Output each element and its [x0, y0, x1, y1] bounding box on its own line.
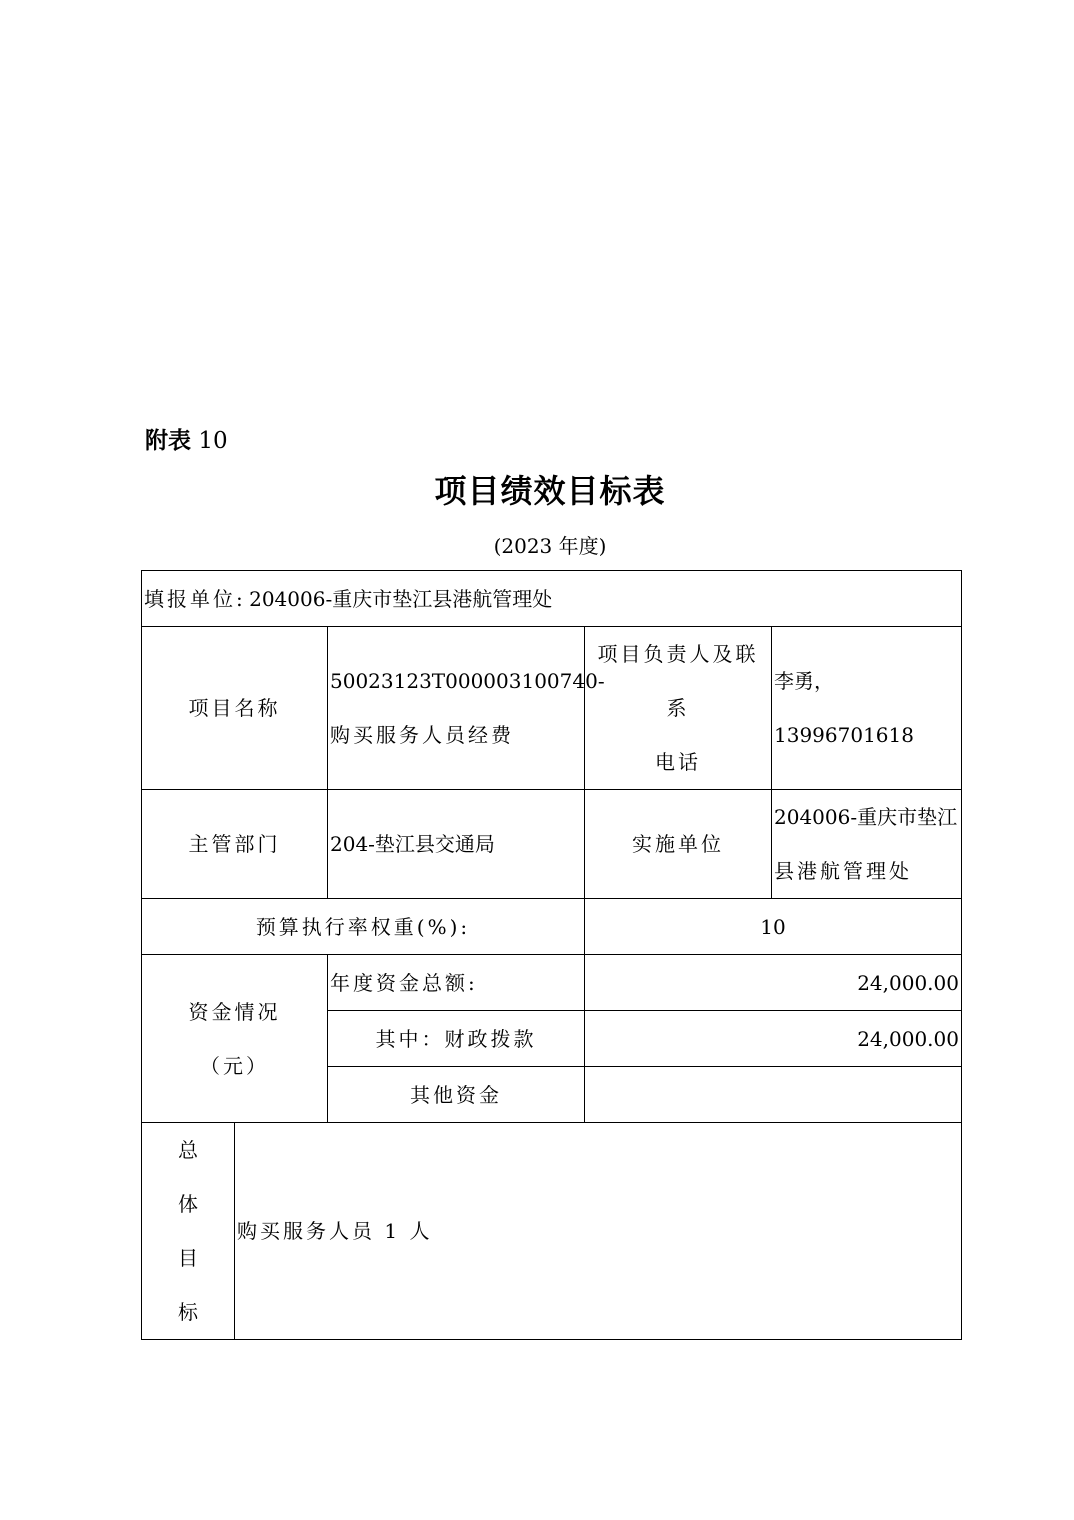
budget-weight-value: 10: [585, 899, 962, 955]
funds-label-line2: （元）: [200, 1053, 269, 1078]
funds-label: [142, 955, 328, 1123]
row-project-name: [142, 627, 962, 790]
contact-label: [585, 627, 772, 790]
row-reporting-unit: [142, 571, 962, 627]
dept-label: 主管部门: [142, 790, 328, 899]
overall-goal-char: 体: [178, 1192, 198, 1216]
row-overall-goal: [142, 1123, 962, 1340]
impl-value-line1: 204006-重庆市垫江: [774, 805, 958, 829]
overall-goal-char: 目: [178, 1246, 198, 1270]
fiscal-value: 24,000.00: [585, 1011, 962, 1067]
page-title: 项目绩效目标表: [434, 472, 666, 510]
reporting-unit-cell: [142, 571, 962, 627]
contact-label-line2: 电话: [655, 750, 701, 774]
contact-label-line1: 项目负责人及联系: [597, 642, 759, 720]
reporting-unit-value: : 204006-重庆市垫江县港航管理处: [236, 586, 553, 611]
performance-table: [141, 570, 962, 1340]
fiscal-label: 其中：财政拨款: [328, 1011, 585, 1067]
dept-value: 204-垫江县交通局: [328, 790, 585, 899]
impl-value: [772, 790, 962, 899]
project-name-value: [328, 627, 605, 790]
project-name-line2: 购买服务人员经费: [330, 723, 514, 747]
annual-total-label: 年度资金总额:: [328, 955, 585, 1011]
overall-goal-value: 购买服务人员 1 人: [235, 1123, 962, 1340]
budget-weight-label: 预算执行率权重(%):: [142, 899, 585, 955]
overall-goal-char: 总: [178, 1138, 198, 1162]
row-annual-total: [142, 955, 962, 1011]
row-budget-weight: [142, 899, 962, 955]
contact-value: 李勇，13996701618: [772, 627, 962, 790]
overall-goal-label: [142, 1123, 235, 1340]
impl-value-line2: 县港航管理处: [774, 859, 912, 883]
annual-total-value: 24,000.00: [585, 955, 962, 1011]
overall-goal-char: 标: [178, 1300, 198, 1324]
project-name-line1: 50023123T000003100740-: [330, 669, 605, 693]
funds-label-line1: 资金情况: [188, 999, 281, 1024]
impl-label: 实施单位: [585, 790, 772, 899]
other-label: 其他资金: [328, 1067, 585, 1123]
reporting-unit-label: 填报单位: [144, 586, 236, 611]
year-subtitle: (2023 年度): [493, 534, 607, 558]
appendix-bold: 附表: [145, 427, 191, 454]
project-name-label: 项目名称: [142, 627, 328, 790]
other-value: [585, 1067, 962, 1123]
row-department: [142, 790, 962, 899]
appendix-number: 10: [198, 428, 228, 454]
appendix-label: [145, 422, 228, 455]
